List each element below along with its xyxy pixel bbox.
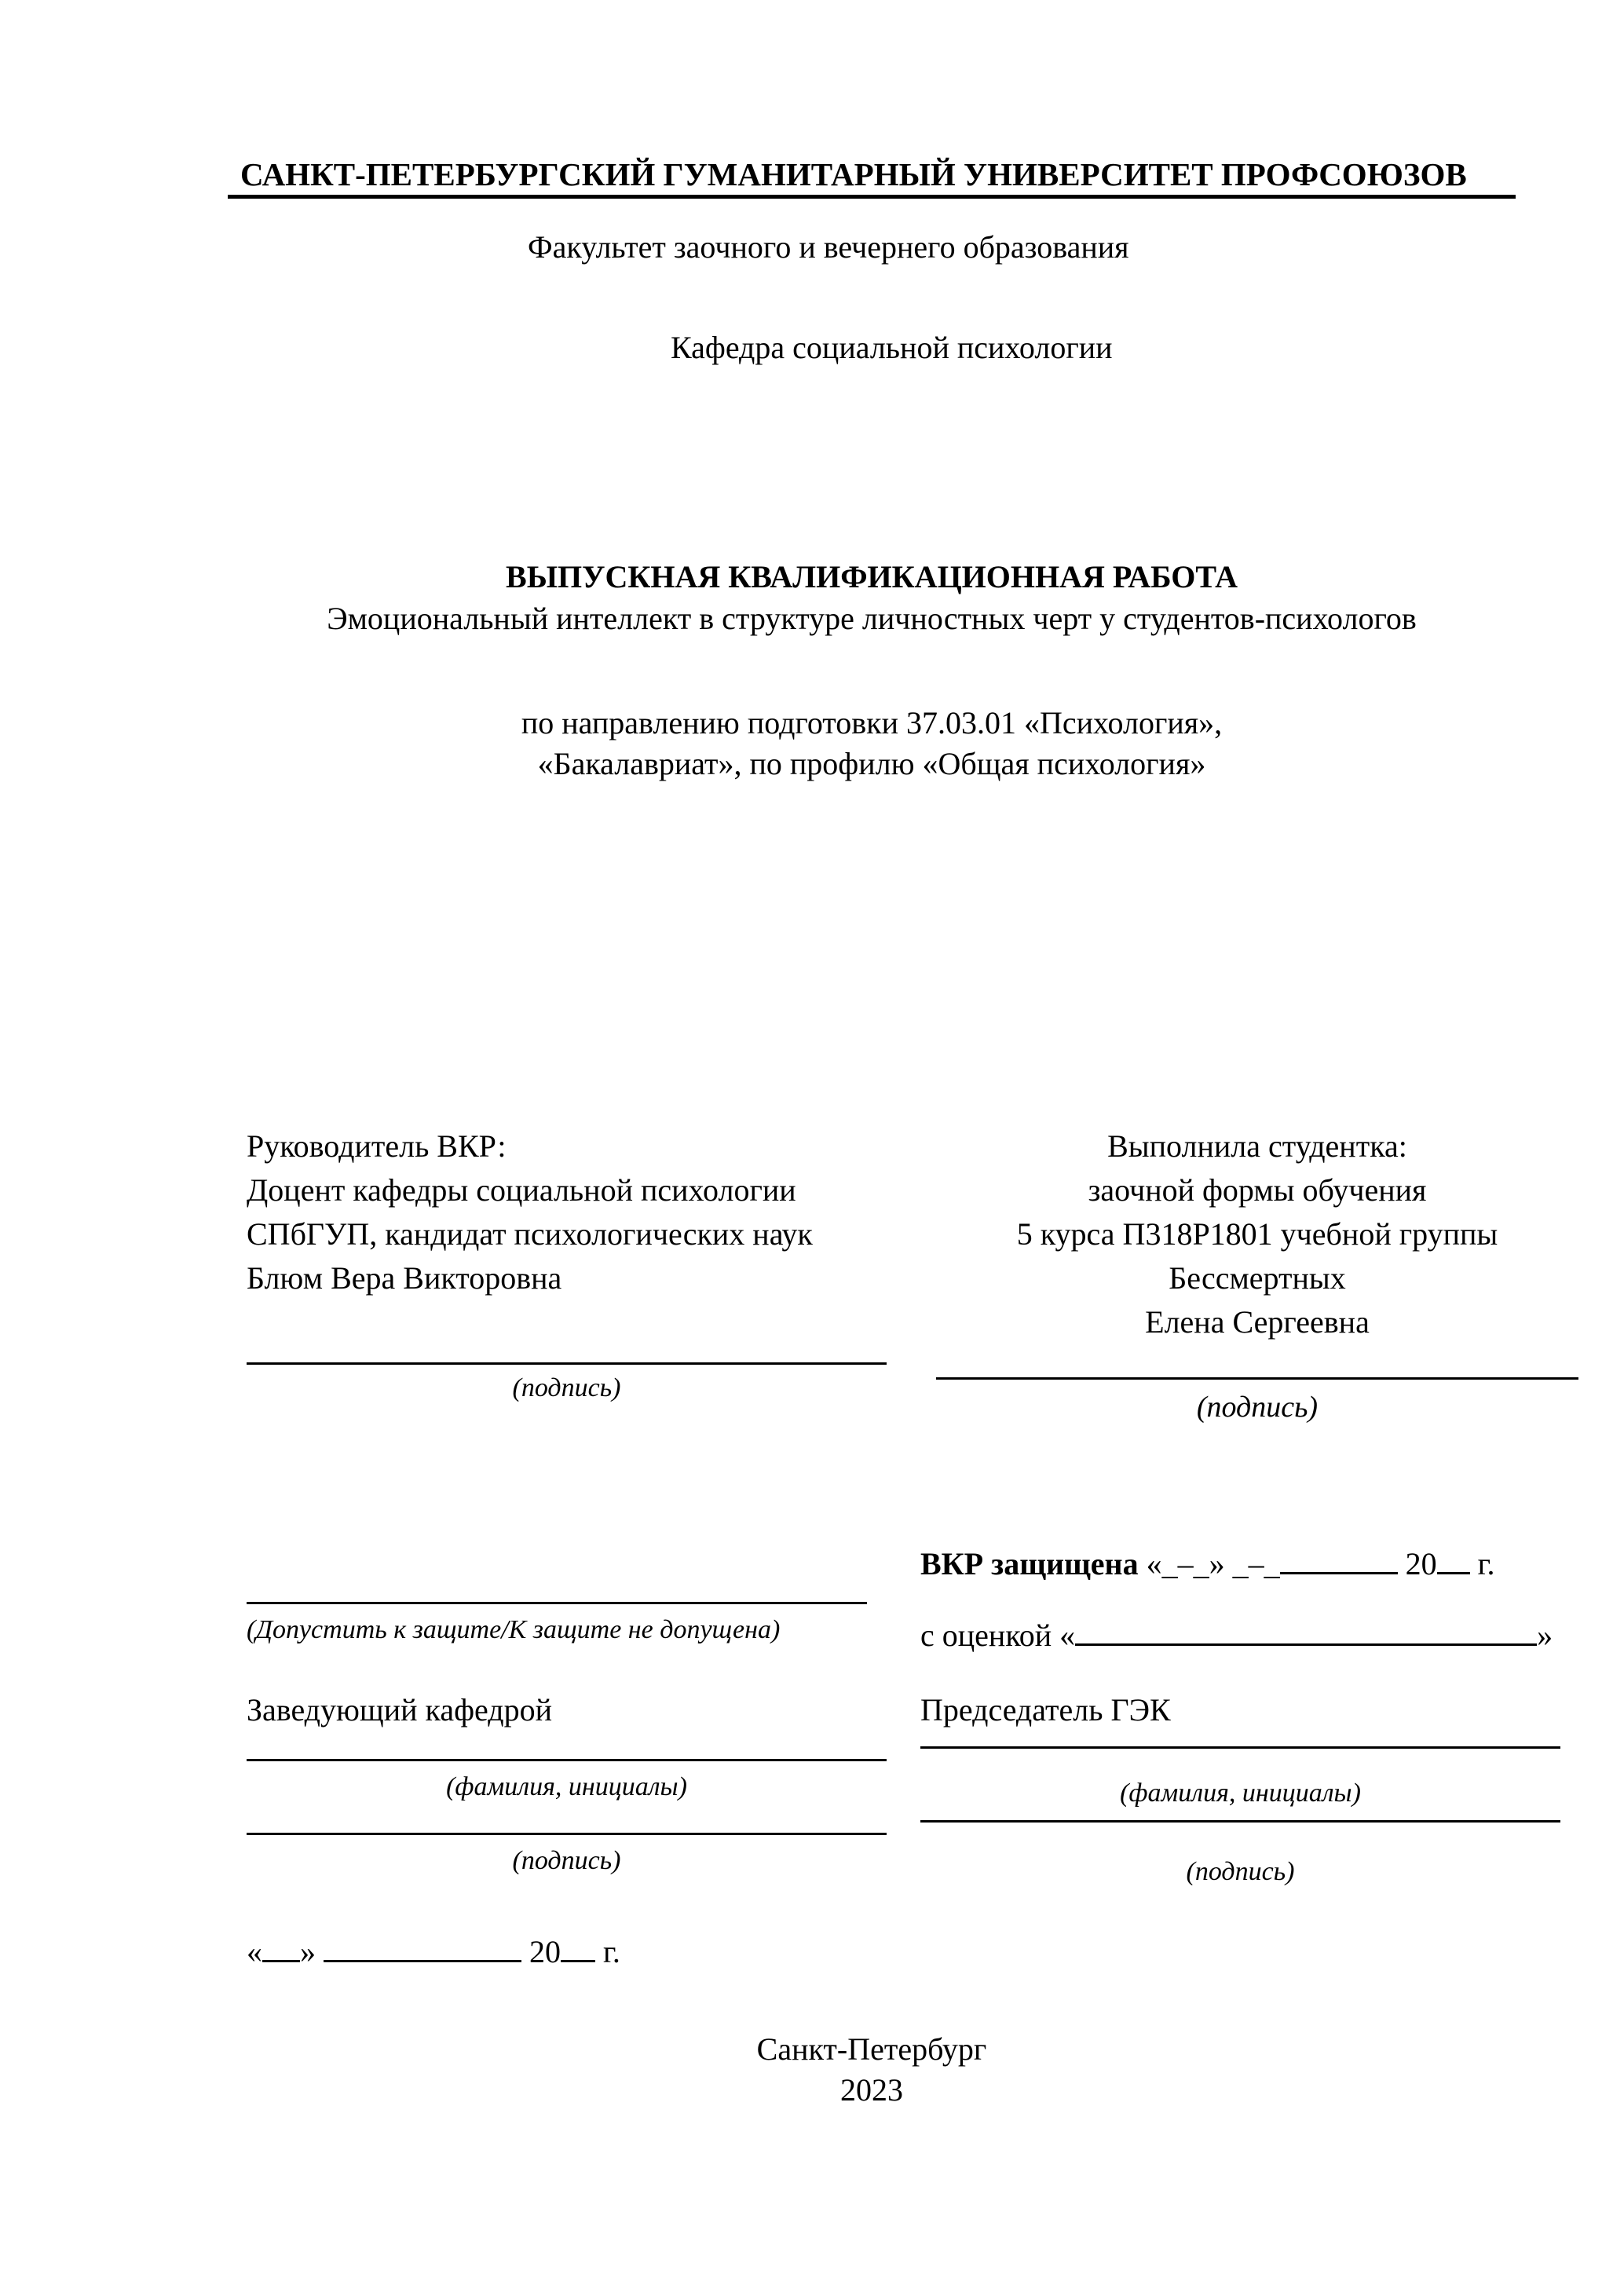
defense-date-line [920,1542,1494,1586]
supervisor-signature-caption: (подпись) [512,1373,621,1402]
faculty-name: Факультет заочного и вечернего образования [528,229,1129,265]
department-head-signature-caption: (подпись) [512,1846,621,1875]
chair-signature-caption: (подпись) [1186,1857,1295,1886]
department-head-name-line[interactable] [247,1759,887,1761]
chair-signature-line[interactable] [920,1820,1560,1823]
defense-year-blank[interactable] [1437,1544,1470,1574]
student-given-names: Елена Сергеевна [1145,1304,1370,1340]
footer-year: 2023 [840,2072,903,2108]
defense-label: ВКР защищена [920,1546,1139,1581]
defense-date-text[interactable]: «_–_» _–_ [1146,1546,1280,1581]
grade-label: с оценкой « [920,1618,1076,1653]
commission-chair-label: Председатель ГЭК [920,1692,1171,1727]
supervisor-degree: СПбГУП, кандидат психологических наук [247,1216,813,1252]
grade-close-quote: » [1537,1618,1553,1653]
chair-name-line[interactable] [920,1746,1560,1749]
student-signature-caption: (подпись) [1196,1391,1319,1424]
admission-date-close-quote: » [300,1934,316,1969]
chair-name-caption: (фамилия, инициалы) [1120,1779,1361,1808]
student-group: 5 курса П318Р1801 учебной группы [1016,1216,1498,1252]
admission-decision-line[interactable] [247,1602,867,1604]
direction-line-1: по направлению подготовки 37.03.01 «Психология», [521,705,1223,740]
defense-year-suffix: г. [1477,1546,1495,1581]
admission-month-blank[interactable] [324,1932,521,1962]
supervisor-position: Доцент кафедры социальной психологии [247,1172,796,1208]
thesis-topic: Эмоциональный интеллект в структуре личностных черт у студентов-психологов [327,601,1417,636]
work-type-title: ВЫПУСКНАЯ КВАЛИФИКАЦИОННАЯ РАБОТА [506,559,1238,594]
student-signature-line[interactable] [936,1377,1578,1380]
admission-year-suffix: г. [603,1934,620,1969]
footer-city: Санкт-Петербург [756,2031,987,2067]
defense-month-blank[interactable] [1280,1544,1398,1574]
university-name: САНКТ-ПЕТЕРБУРГСКИЙ ГУМАНИТАРНЫЙ УНИВЕРСИТЕТ ПРОФСОЮЗОВ [240,156,1467,192]
supervisor-signature-line[interactable] [247,1362,887,1365]
admission-day-blank[interactable] [262,1932,300,1962]
direction-line-2: «Бакалавриат», по профилю «Общая психология» [537,746,1206,781]
department-name: Кафедра социальной психологии [671,330,1113,365]
grade-blank[interactable] [1075,1615,1537,1646]
defense-grade-line [920,1614,1553,1658]
admission-date-open-quote: « [247,1934,262,1969]
department-head-label: Заведующий кафедрой [247,1692,553,1727]
supervisor-label: Руководитель ВКР: [247,1128,507,1164]
student-study-form: заочной формы обучения [1088,1172,1427,1208]
supervisor-name: Блюм Вера Викторовна [247,1260,562,1296]
department-head-signature-line[interactable] [247,1833,887,1835]
header-rule [228,195,1516,199]
student-label: Выполнила студентка: [1107,1128,1407,1164]
defense-year-prefix: 20 [1405,1546,1437,1581]
department-head-name-caption: (фамилия, инициалы) [446,1772,687,1801]
admission-date [247,1930,620,1974]
admission-caption: (Допустить к защите/К защите не допущена) [247,1615,781,1644]
admission-year-blank[interactable] [561,1932,595,1962]
admission-year-prefix: 20 [529,1934,561,1969]
student-surname: Бессмертных [1169,1260,1346,1296]
